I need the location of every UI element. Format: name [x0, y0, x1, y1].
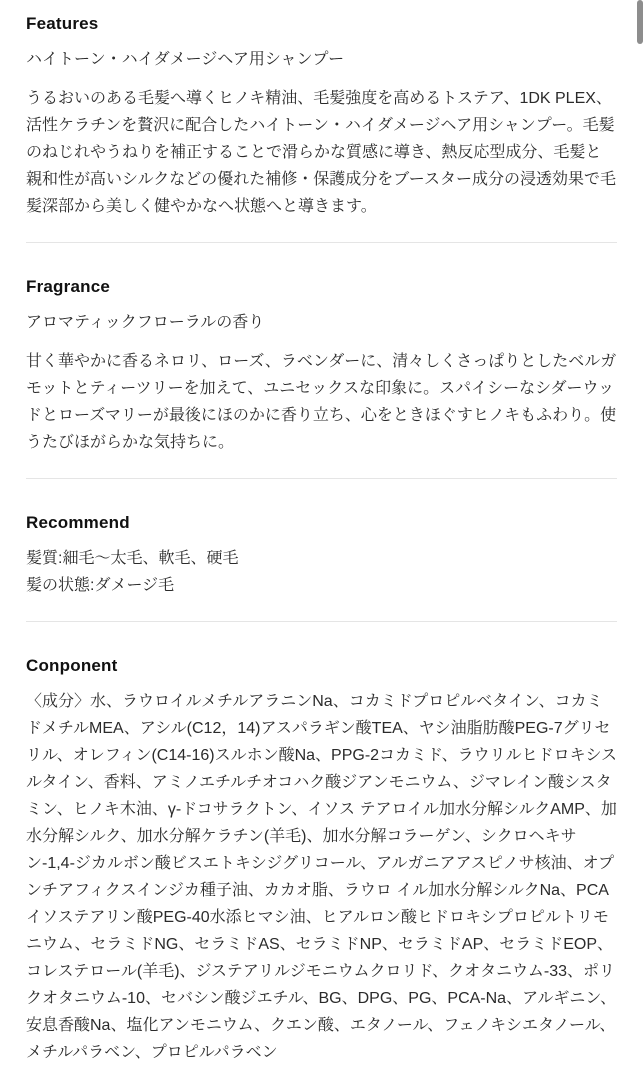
recommend-hair-condition: 髪の状態:ダメージ毛 — [26, 577, 175, 594]
section-features — [26, 14, 617, 220]
section-divider — [26, 621, 617, 622]
scrollbar-thumb[interactable] — [637, 0, 643, 44]
features-subheading: ハイトーン・ハイダメージヘア用シャンプー — [26, 51, 345, 68]
fragrance-body-text: 甘く華やかに香るネロリ、ローズ、ラベンダーに、清々しくさっぱりとしたベルガモットとティーツリーを加えて、ユニセックスな印象に。スパイシーなシダーウッドとローズマリーが最後にほのかに香り立ち、心をときほぐすヒノキもふわり。使うたびほがらかな気持ちに。 — [26, 353, 617, 451]
features-body-text: うるおいのある毛髪へ導くヒノキ精油、毛髪強度を高めるトステア、1DK PLEX、活性ケラチンを贅沢に配合したハイトーン・ハイダメージヘア用シャンプー。毛髪のねじれやうねりを補正することで滑らかな質感に導き、熱反応型成分、毛髪と親和性が高いシルクなどの優れた補修・保護成分をブースター成分の浸透効果で毛髪深部から美しく健やかなへ状態へと導きます。 — [26, 90, 617, 215]
fragrance-subheading: アロマティックフローラルの香り — [26, 314, 265, 331]
section-recommend — [26, 513, 617, 599]
section-fragrance — [26, 277, 617, 456]
features-heading: Features — [26, 14, 99, 33]
component-heading: Conponent — [26, 656, 118, 675]
section-divider — [26, 242, 617, 243]
recommend-hair-type: 髪質:細毛〜太毛、軟毛、硬毛 — [26, 550, 239, 567]
section-divider — [26, 478, 617, 479]
section-component — [26, 656, 617, 1066]
recommend-heading: Recommend — [26, 513, 130, 532]
fragrance-heading: Fragrance — [26, 277, 111, 296]
component-ingredients-text: 〈成分〉水、ラウロイルメチルアラニンNa、コカミドプロピルベタイン、コカミドメチルMEA、アシル(C12，14)アスパラギン酸TEA、ヤシ油脂肪酸PEG-7グリセリル、オレフィン(C14-16)スルホン酸Na、PPG-2コカミド、ラウリルヒドロキシスルタイン、香料、アミノエチルチオコハク酸ジアンモニウム、ジマレイン酸シスタミン、ヒノキ木油、γ-ドコサラクトン、イソス テアロイル加水分解シルクAMP、加水分解シルク、加水分解ケラチン(羊毛)、加水分解コラーゲン、シクロヘキサン-1,4-ジカルボン酸ビスエトキシジグリコール、アルガニアアスピノサ核油、オプンチアフィクスインジカ種子油、カカオ脂、ラウロ イル加水分解シルクNa、PCAイソステアリン酸PEG-40水添ヒマシ油、ヒアルロン酸ヒドロキシプロピルトリモニウム、セラミドNG、セラミドAS、セラミドNP、セラミドAP、セラミドEOP、コレステロール(羊毛)、ジステアリルジモニウムクロリド、クオタニウム-33、ポリクオタニウム-10、セバシン酸ジエチル、BG、DPG、PG、PCA-Na、アルギニン、安息香酸Na、塩化アンモニウム、クエン酸、エタノール、フェノキシエタノール、メチルパラベン、プロピルパラベン — [26, 693, 617, 1061]
